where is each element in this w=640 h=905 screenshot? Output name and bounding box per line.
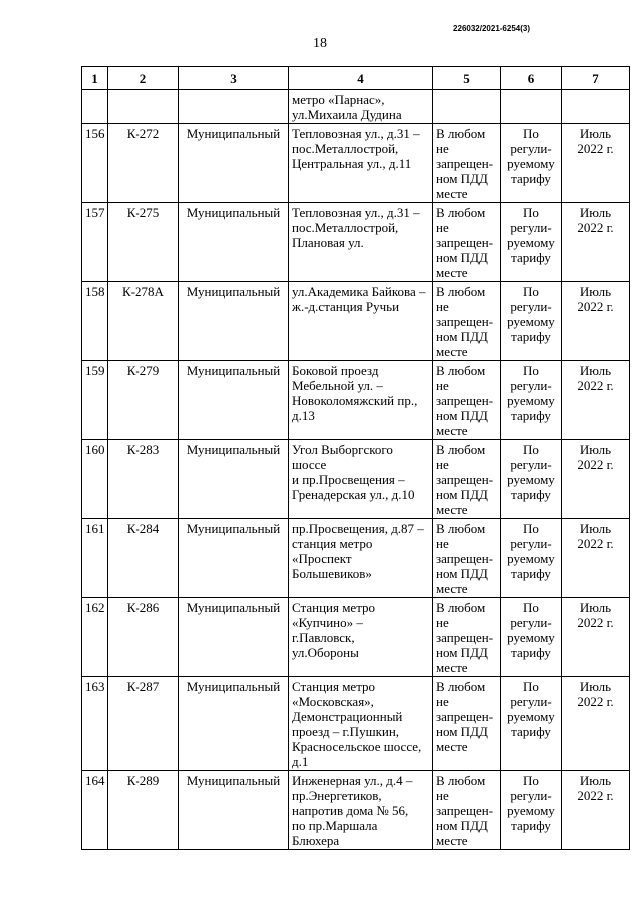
date-line: Июль: [579, 442, 612, 457]
table-row: [82, 440, 630, 519]
table-row: [82, 203, 630, 282]
route-line: Боковой проезд: [292, 363, 379, 378]
cell-type: Муниципальный: [179, 282, 289, 361]
tariff-line: тарифу: [511, 171, 551, 186]
route-line: Центральная ул., д.11: [292, 156, 412, 171]
cell-date: [562, 677, 630, 771]
stops-line: запрещен-: [436, 630, 494, 645]
route-line: Плановая ул.: [292, 235, 364, 250]
cell-route: [289, 282, 433, 361]
cell-route: [289, 361, 433, 440]
cell-tariff: [501, 361, 562, 440]
cell-num: 164: [82, 771, 108, 850]
tariff-line: руемому: [507, 156, 555, 171]
date-line: Июль: [579, 600, 612, 615]
cell-type: Муниципальный: [179, 677, 289, 771]
stops-line: В любом: [436, 363, 486, 378]
cell-tariff: [501, 90, 562, 124]
table-row: [82, 598, 630, 677]
route-line: «Купчино» –: [292, 615, 363, 630]
route-line: проезд – г.Пушкин,: [292, 724, 400, 739]
cell-type: Муниципальный: [179, 203, 289, 282]
stops-line: В любом: [436, 600, 486, 615]
cell-date: [562, 771, 630, 850]
date-line: 2022 г.: [577, 141, 614, 156]
tariff-line: регули-: [510, 788, 552, 803]
tariff-line: руемому: [507, 472, 555, 487]
date-line: Июль: [579, 773, 612, 788]
route-line: ул.Академика Байкова –: [292, 284, 426, 299]
date-line: Июль: [579, 521, 612, 536]
cell-type: Муниципальный: [179, 771, 289, 850]
routes-table: [81, 66, 630, 850]
stops-line: ном ПДД: [436, 818, 488, 833]
date-line: 2022 г.: [577, 615, 614, 630]
stops-line: месте: [436, 660, 468, 675]
cell-type: Муниципальный: [179, 124, 289, 203]
tariff-line: регули-: [510, 220, 552, 235]
stops-line: не: [436, 378, 449, 393]
cell-tariff: [501, 282, 562, 361]
route-line: по пр.Маршала: [292, 818, 378, 833]
cell-date: [562, 519, 630, 598]
route-line: Инженерная ул., д.4 –: [292, 773, 413, 788]
stops-line: месте: [436, 186, 468, 201]
date-line: Июль: [579, 363, 612, 378]
cell-date: [562, 203, 630, 282]
cell-tariff: [501, 124, 562, 203]
route-line: Красносельское шоссе,: [292, 739, 422, 754]
tariff-line: руемому: [507, 630, 555, 645]
stops-line: ном ПДД: [436, 724, 488, 739]
date-line: Июль: [579, 205, 612, 220]
cell-stops: [433, 124, 501, 203]
stops-line: ном ПДД: [436, 329, 488, 344]
column-header: 7: [562, 67, 630, 90]
table-row: [82, 361, 630, 440]
route-line: ул.Обороны: [292, 645, 359, 660]
stops-line: ном ПДД: [436, 250, 488, 265]
cell-route: [289, 519, 433, 598]
cell-tariff: [501, 598, 562, 677]
document-number: 226032/2021-6254(3): [453, 24, 530, 33]
tariff-line: регули-: [510, 694, 552, 709]
route-line: пр.Энергетиков,: [292, 788, 382, 803]
route-line: Большевиков»: [292, 566, 372, 581]
route-line: Блюхера: [292, 833, 340, 848]
stops-line: не: [436, 457, 449, 472]
column-header: 2: [108, 67, 179, 90]
stops-line: В любом: [436, 284, 486, 299]
stops-line: ном ПДД: [436, 645, 488, 660]
cell-route: [289, 598, 433, 677]
cell-type: Муниципальный: [179, 440, 289, 519]
cell-date: [562, 598, 630, 677]
route-line: пос.Металлострой,: [292, 220, 399, 235]
continuation-row: [82, 90, 630, 124]
stops-line: запрещен-: [436, 393, 494, 408]
stops-line: не: [436, 299, 449, 314]
route-line: Демонстрационный: [292, 709, 403, 724]
cell-num: 161: [82, 519, 108, 598]
cell-num: 162: [82, 598, 108, 677]
date-line: 2022 г.: [577, 694, 614, 709]
stops-line: не: [436, 141, 449, 156]
cell-num: [82, 90, 108, 124]
tariff-line: регули-: [510, 141, 552, 156]
cell-stops: [433, 203, 501, 282]
tariff-line: руемому: [507, 393, 555, 408]
tariff-line: тарифу: [511, 487, 551, 502]
cell-route-code: К-283: [108, 440, 179, 519]
tariff-line: По: [523, 521, 539, 536]
stops-line: месте: [436, 265, 468, 280]
date-line: 2022 г.: [577, 299, 614, 314]
date-line: Июль: [579, 284, 612, 299]
date-line: Июль: [579, 679, 612, 694]
tariff-line: По: [523, 442, 539, 457]
cell-num: 163: [82, 677, 108, 771]
cell-num: 156: [82, 124, 108, 203]
tariff-line: регули-: [510, 378, 552, 393]
route-line: напротив дома № 56,: [292, 803, 409, 818]
column-header: 3: [179, 67, 289, 90]
tariff-line: По: [523, 600, 539, 615]
table-row: [82, 124, 630, 203]
tariff-line: тарифу: [511, 329, 551, 344]
date-line: Июль: [579, 126, 612, 141]
cell-type: Муниципальный: [179, 519, 289, 598]
route-line: пос.Металлострой,: [292, 141, 399, 156]
tariff-line: тарифу: [511, 724, 551, 739]
cell-route-code: К-286: [108, 598, 179, 677]
tariff-line: По: [523, 773, 539, 788]
tariff-line: руемому: [507, 314, 555, 329]
route-line: «Проспект: [292, 551, 352, 566]
tariff-line: руемому: [507, 803, 555, 818]
cell-type: Муниципальный: [179, 598, 289, 677]
tariff-line: регули-: [510, 457, 552, 472]
route-line: пр.Просвещения, д.87 –: [292, 521, 424, 536]
stops-line: В любом: [436, 521, 486, 536]
cell-tariff: [501, 440, 562, 519]
column-header: 6: [501, 67, 562, 90]
table-row: [82, 771, 630, 850]
cell-tariff: [501, 519, 562, 598]
stops-line: не: [436, 788, 449, 803]
cell-route-code: К-279: [108, 361, 179, 440]
cell-stops: [433, 677, 501, 771]
column-header: 4: [289, 67, 433, 90]
cell-type: Муниципальный: [179, 361, 289, 440]
route-line: д.1: [292, 754, 309, 769]
tariff-line: регули-: [510, 615, 552, 630]
cell-tariff: [501, 677, 562, 771]
table-header-row: [82, 67, 630, 90]
stops-line: В любом: [436, 205, 486, 220]
cell-route-code: К-289: [108, 771, 179, 850]
cell-route-code: К-272: [108, 124, 179, 203]
stops-line: В любом: [436, 126, 486, 141]
stops-line: месте: [436, 581, 468, 596]
cell-route-code: [108, 90, 179, 124]
cell-date: [562, 282, 630, 361]
cell-num: 158: [82, 282, 108, 361]
cell-route: [289, 440, 433, 519]
column-header: 1: [82, 67, 108, 90]
cell-stops: [433, 440, 501, 519]
route-line: Мебельной ул. –: [292, 378, 383, 393]
stops-line: запрещен-: [436, 235, 494, 250]
stops-line: В любом: [436, 679, 486, 694]
tariff-line: руемому: [507, 551, 555, 566]
route-line: Гренадерская ул., д.10: [292, 487, 415, 502]
table-row: [82, 519, 630, 598]
date-line: 2022 г.: [577, 457, 614, 472]
tariff-line: регули-: [510, 536, 552, 551]
cell-num: 160: [82, 440, 108, 519]
route-line: Новоколомяжский пр.,: [292, 393, 418, 408]
table-row: [82, 677, 630, 771]
cell-date: [562, 90, 630, 124]
tariff-line: регули-: [510, 299, 552, 314]
tariff-line: тарифу: [511, 408, 551, 423]
stops-line: не: [436, 220, 449, 235]
stops-line: В любом: [436, 773, 486, 788]
tariff-line: руемому: [507, 235, 555, 250]
tariff-line: руемому: [507, 709, 555, 724]
stops-line: ном ПДД: [436, 408, 488, 423]
cell-route: [289, 90, 433, 124]
route-line: Тепловозная ул., д.31 –: [292, 126, 420, 141]
cell-date: [562, 361, 630, 440]
tariff-line: тарифу: [511, 566, 551, 581]
route-line: и пр.Просвещения –: [292, 472, 405, 487]
cell-route: [289, 203, 433, 282]
cell-num: 157: [82, 203, 108, 282]
date-line: 2022 г.: [577, 788, 614, 803]
stops-line: запрещен-: [436, 551, 494, 566]
cell-stops: [433, 519, 501, 598]
tariff-line: По: [523, 284, 539, 299]
stops-line: месте: [436, 502, 468, 517]
cell-route-code: К-287: [108, 677, 179, 771]
date-line: 2022 г.: [577, 378, 614, 393]
stops-line: месте: [436, 423, 468, 438]
route-line: Станция метро: [292, 679, 376, 694]
cell-tariff: [501, 203, 562, 282]
stops-line: не: [436, 615, 449, 630]
stops-line: запрещен-: [436, 472, 494, 487]
stops-line: запрещен-: [436, 709, 494, 724]
cell-route-code: К-284: [108, 519, 179, 598]
cell-route-code: К-278А: [108, 282, 179, 361]
route-line: д.13: [292, 408, 315, 423]
cell-route-code: К-275: [108, 203, 179, 282]
stops-line: В любом: [436, 442, 486, 457]
route-line: Тепловозная ул., д.31 –: [292, 205, 420, 220]
stops-line: месте: [436, 739, 468, 754]
cell-stops: [433, 282, 501, 361]
cell-route: [289, 677, 433, 771]
cell-stops: [433, 598, 501, 677]
stops-line: ном ПДД: [436, 487, 488, 502]
stops-line: запрещен-: [436, 314, 494, 329]
route-line: метро «Парнас»,: [292, 92, 385, 107]
stops-line: не: [436, 536, 449, 551]
cell-route: [289, 124, 433, 203]
stops-line: месте: [436, 344, 468, 359]
cell-stops: [433, 771, 501, 850]
route-line: Угол Выборгского: [292, 442, 393, 457]
stops-line: запрещен-: [436, 156, 494, 171]
tariff-line: тарифу: [511, 645, 551, 660]
cell-stops: [433, 361, 501, 440]
route-line: «Московская»,: [292, 694, 374, 709]
column-header: 5: [433, 67, 501, 90]
tariff-line: По: [523, 205, 539, 220]
date-line: 2022 г.: [577, 220, 614, 235]
cell-stops: [433, 90, 501, 124]
stops-line: не: [436, 694, 449, 709]
table-row: [82, 282, 630, 361]
stops-line: запрещен-: [436, 803, 494, 818]
route-line: станция метро: [292, 536, 373, 551]
route-line: Станция метро: [292, 600, 376, 615]
route-line: г.Павловск,: [292, 630, 355, 645]
tariff-line: тарифу: [511, 250, 551, 265]
route-line: ж.-д.станция Ручьи: [292, 299, 400, 314]
cell-date: [562, 440, 630, 519]
stops-line: месте: [436, 833, 468, 848]
stops-line: ном ПДД: [436, 171, 488, 186]
page-number: 18: [313, 36, 327, 51]
stops-line: ном ПДД: [436, 566, 488, 581]
tariff-line: тарифу: [511, 818, 551, 833]
cell-route: [289, 771, 433, 850]
date-line: 2022 г.: [577, 536, 614, 551]
cell-tariff: [501, 771, 562, 850]
route-line: ул.Михаила Дудина: [292, 107, 402, 122]
cell-num: 159: [82, 361, 108, 440]
tariff-line: По: [523, 679, 539, 694]
route-line: шоссе: [292, 457, 327, 472]
tariff-line: По: [523, 363, 539, 378]
cell-type: [179, 90, 289, 124]
tariff-line: По: [523, 126, 539, 141]
cell-date: [562, 124, 630, 203]
